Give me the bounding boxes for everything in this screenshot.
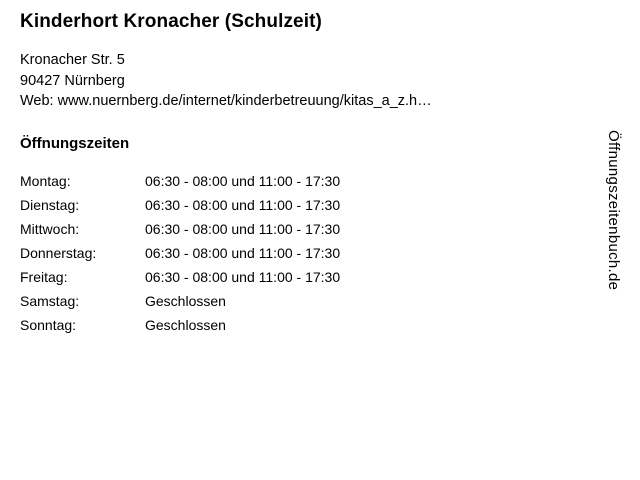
- table-row: [20, 217, 465, 241]
- address-block: [20, 50, 590, 112]
- info-content: [20, 10, 590, 337]
- day-label: Montag:: [20, 172, 71, 189]
- table-row: [20, 289, 465, 313]
- table-row: [20, 169, 465, 193]
- address-website: Web: www.nuernberg.de/internet/kinderbetreuung/kitas_a_z.h…: [20, 93, 432, 109]
- day-label: Mittwoch:: [20, 220, 80, 237]
- day-label: Freitag:: [20, 268, 68, 285]
- table-row: [20, 265, 465, 289]
- table-row: [20, 313, 465, 337]
- opening-hours-heading: Öffnungszeiten: [20, 134, 130, 152]
- watermark-label: Öffnungszeitenbuch.de: [605, 130, 622, 291]
- day-hours: 06:30 - 08:00 und 11:00 - 17:30: [145, 196, 341, 213]
- day-label: Donnerstag:: [20, 244, 97, 261]
- day-hours: 06:30 - 08:00 und 11:00 - 17:30: [145, 268, 341, 285]
- opening-hours-table: [20, 169, 465, 337]
- day-hours: Geschlossen: [145, 316, 226, 333]
- day-hours: 06:30 - 08:00 und 11:00 - 17:30: [145, 220, 341, 237]
- day-hours: Geschlossen: [145, 292, 226, 309]
- page-title: Kinderhort Kronacher (Schulzeit): [20, 11, 322, 32]
- day-label: Dienstag:: [20, 196, 80, 213]
- day-label: Samstag:: [20, 292, 80, 309]
- day-label: Sonntag:: [20, 316, 77, 333]
- day-hours: 06:30 - 08:00 und 11:00 - 17:30: [145, 244, 341, 261]
- address-city: 90427 Nürnberg: [20, 72, 125, 89]
- table-row: [20, 193, 465, 217]
- table-row: [20, 241, 465, 265]
- day-hours: 06:30 - 08:00 und 11:00 - 17:30: [145, 172, 341, 189]
- address-street: Kronacher Str. 5: [20, 52, 125, 68]
